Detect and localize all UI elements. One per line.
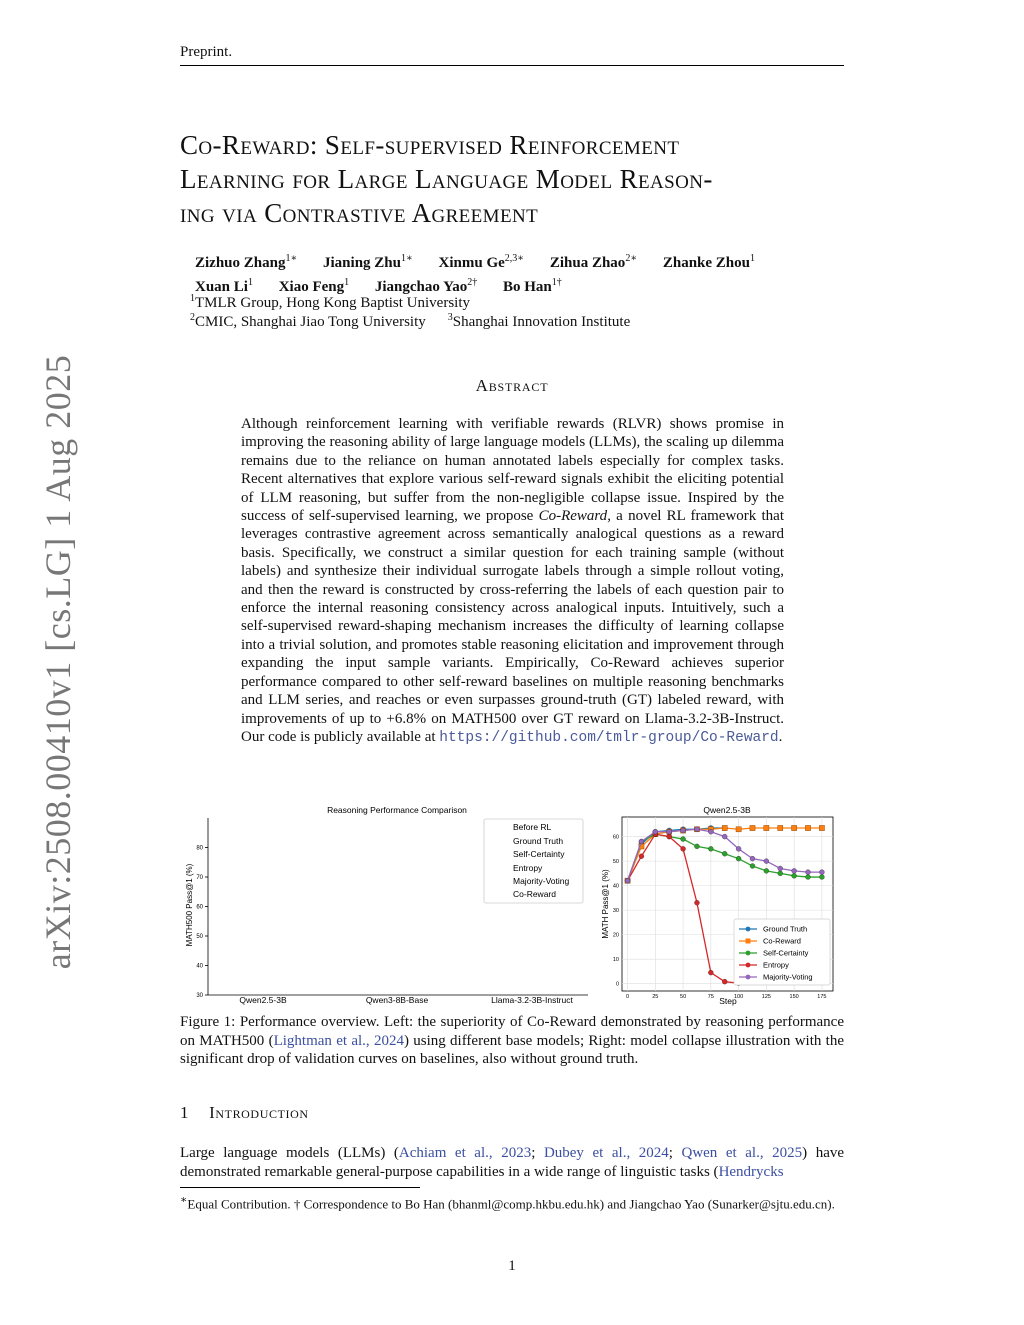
line-ytick-label: 40 [612, 883, 619, 890]
legend-marker [746, 939, 751, 944]
data-point [778, 871, 783, 876]
footnote-rule [180, 1187, 420, 1188]
author: Xinmu $Ge^{2,3∗}$ [438, 253, 525, 271]
data-point [639, 839, 644, 844]
legend-entry: Entropy [513, 863, 543, 873]
author-row-1 [195, 249, 777, 273]
data-point [792, 873, 797, 878]
data-point [806, 870, 811, 875]
bar-ytick-label: 50 [196, 934, 203, 940]
bar-ytick-label: 70 [196, 875, 203, 881]
author: Zihua Zhao$^{2∗}$ [549, 253, 638, 271]
data-point [708, 846, 713, 851]
legend-marker [746, 975, 751, 980]
author: Xuan Li$^1$ [195, 277, 253, 295]
header-rule [180, 65, 844, 66]
arxiv-watermark[interactable]: arXiv:2508.00410v1 [cs.LG] 1 Aug 2025 [38, 354, 78, 970]
data-point [819, 825, 824, 830]
author: Bo Han$^{1\dagger}$ [503, 277, 562, 295]
legend-entry: Majority-Voting [763, 972, 813, 982]
line-xtick-label: 50 [680, 994, 687, 1000]
data-point [792, 868, 797, 873]
legend-entry: Co-Reward [763, 936, 801, 946]
line-chart-xlabel: Step [719, 996, 737, 1006]
bar-xtick-label: Llama-3.2-3B-Instruct [491, 995, 573, 1005]
data-point [819, 875, 824, 880]
title-line-1: Co-Reward: Self-supervised Reinforcement [180, 130, 680, 160]
line-ytick-label: 0 [615, 981, 619, 988]
line-xtick-label: 150 [789, 994, 799, 1000]
page-number: 1 [508, 1258, 516, 1274]
data-point [681, 837, 686, 842]
legend-entry: Self-Certainty [763, 948, 809, 958]
data-point [778, 866, 783, 871]
legend-marker [746, 951, 751, 956]
citation-link[interactable]: Qwen et al., 2025 [681, 1145, 803, 1161]
bar-ytick-label: 80 [196, 845, 203, 852]
abstract-body: Although reinforcement learning with verifiable rewards (RLVR) shows promise in improving the reasoning ability of large language models (LLMs), the scaling up dilemma remains due to the reliance on human annotated labels especially for complex tasks. Recent alternatives that explore various self-reward signals exhibit the eliciting potential of LLM reasoning, but suffer from the non-negligible collapse issue. Inspired by the success of self-supervised learning, we propose Co-Reward, a novel RL framework that leverages contrastive agreement across semantically analogical questions as a reward basis. Specifically, we construct a similar question for each training sample (without labels) and synthesize their individual surrogate labels through a simple rollout voting, and then the reward is constructed by cross-referring the labels of each question pair to enforce the internal reasoning consistency across analogical inputs. Intuitively, such a self-supervised reward-shaping mechanism increases the difficulty of learning collapse into a trivial solution, and promotes stable reasoning elicitation and improvement through expanding the input sample variants. Empirically, Co-Reward achieves superior performance compared to other self-reward baselines on multiple reasoning benchmarks and LLM series, and reaches or even surpasses ground-truth (GT) labeled reward, with improvements of up to +6.8% on MATH500 over GT reward on Llama-3.2-3B-Instruct. Our code is publicly available at https://github.com/tmlr-group/Co-Reward. [241, 416, 784, 746]
data-point [694, 900, 699, 905]
data-point [792, 825, 797, 830]
bar-xtick-label: Qwen3-8B-Base [365, 995, 429, 1005]
data-point [694, 827, 699, 832]
data-point [625, 878, 630, 883]
legend-entry: Entropy [763, 960, 789, 970]
line-ytick-label: 60 [612, 834, 619, 841]
data-point [805, 825, 810, 830]
line-ytick-label: 10 [612, 957, 619, 964]
data-point [708, 970, 713, 975]
legend-entry: Self-Certainty [513, 849, 565, 859]
paper-title [180, 128, 844, 230]
data-point [778, 825, 783, 830]
bar-chart-ylabel: MATH500 Pass@1 (%) [185, 863, 194, 947]
line-xtick-label: 175 [817, 994, 827, 1000]
citation-link[interactable]: Dubey et al., 2024 [543, 1145, 669, 1161]
legend-entry: Co-Reward [513, 889, 556, 899]
data-point [708, 829, 713, 834]
data-point [722, 825, 727, 830]
data-point [736, 827, 741, 832]
line-chart-ylabel: MATH Pass@1 (%) [601, 869, 610, 939]
line-xtick-label: 75 [707, 994, 714, 1000]
bar-ytick-label: 30 [196, 993, 203, 999]
footnote: ∗Equal Contribution. † Correspondence to Bo Han (bhanml@comp.hkbu.edu.hk) and Jiangchao Yao (Sunarker@sjtu.edu.cn). [180, 1194, 835, 1212]
data-point [681, 846, 686, 851]
running-header: Preprint. [180, 44, 233, 60]
figure-caption: Figure 1: Performance overview. Left: the superiority of Co-Reward demonstrated by reasoning performance on MATH500 (Lightman et al., 2024) using different base models; Right: model collapse illustration with the significant drop of validation curves on baselines, also without ground truth. [180, 1014, 845, 1067]
section-heading: 1 Introduction [180, 1103, 309, 1122]
data-point [667, 829, 672, 834]
abstract-heading: Abstract [475, 376, 549, 395]
line-chart [600, 800, 844, 1010]
bar-chart-title: Reasoning Performance Comparison [327, 805, 467, 815]
title-line-2: Learning for Large Language Model Reason- [180, 164, 713, 194]
data-point [764, 868, 769, 873]
data-point [819, 870, 824, 875]
citation-link[interactable]: Achiam et al., 2023 [398, 1145, 532, 1161]
bar-ytick-label: 60 [196, 904, 203, 911]
data-point [722, 834, 727, 839]
citation-link[interactable]: Hendrycks [718, 1163, 784, 1180]
data-point [750, 864, 755, 869]
data-point [750, 856, 755, 861]
data-point [764, 859, 769, 864]
author: Zizhuo Zhang$^{1∗}$ [195, 253, 298, 271]
affiliation-2-3: $^2$CMIC, Shanghai Jiao Tong University $^3$Shanghai Innovation Institute [190, 312, 631, 330]
bar-xtick-label: Qwen2.5-3B [239, 995, 287, 1005]
line-ytick-label: 50 [612, 859, 619, 866]
legend-entry: Ground Truth [513, 836, 564, 846]
line-ytick-label: 30 [612, 908, 619, 915]
affiliation-1: $^1$TMLR Group, Hong Kong Baptist University [190, 293, 470, 311]
author: Jianing Zhu$^{1∗}$ [323, 253, 413, 271]
data-point [681, 828, 686, 833]
data-point [750, 825, 755, 830]
legend-marker [746, 963, 751, 968]
line-xtick-label: 125 [761, 994, 771, 1000]
code-link[interactable]: https://github.com/tmlr-group/Co-Reward [439, 729, 779, 746]
bar-ytick-label: 40 [196, 963, 203, 970]
line-ytick-label: 20 [612, 932, 619, 939]
author: Zhanke Zhou$^1$ [662, 253, 755, 271]
data-point [764, 825, 769, 830]
title-line-3: ing via Contrastive Agreement [180, 198, 539, 228]
data-point [806, 875, 811, 880]
line-xtick-label: 100 [734, 994, 744, 1000]
author: Xiao Feng$^1$ [278, 277, 350, 295]
data-point [722, 851, 727, 856]
data-point [653, 829, 658, 834]
line-xtick-label: 0 [626, 994, 630, 1000]
legend-entry: Ground Truth [763, 924, 808, 934]
line-xtick-label: 25 [652, 994, 659, 1000]
line-chart-title: Qwen2.5-3B [703, 805, 751, 815]
data-point [736, 856, 741, 861]
legend-marker [746, 927, 751, 932]
author: Jiangchao Yao$^{2\dagger}$ [374, 277, 478, 295]
data-point [694, 844, 699, 849]
data-point [639, 854, 644, 859]
bar-chart [180, 800, 600, 1010]
data-point [667, 834, 672, 839]
data-point [722, 979, 727, 984]
legend-entry: Before RL [513, 822, 552, 832]
intro-paragraph: Large language models (LLMs) (Achiam et al., 2023; Dubey et al., 2024; Qwen et al., 2025) have demonstrated remarkable general-purpose capabilities in a wide range of linguistic tasks (Hendrycks [180, 1145, 845, 1180]
data-point [736, 846, 741, 851]
legend-entry: Majority-Voting [513, 876, 570, 886]
citation-link[interactable]: Lightman et al., 2024 [273, 1032, 404, 1049]
